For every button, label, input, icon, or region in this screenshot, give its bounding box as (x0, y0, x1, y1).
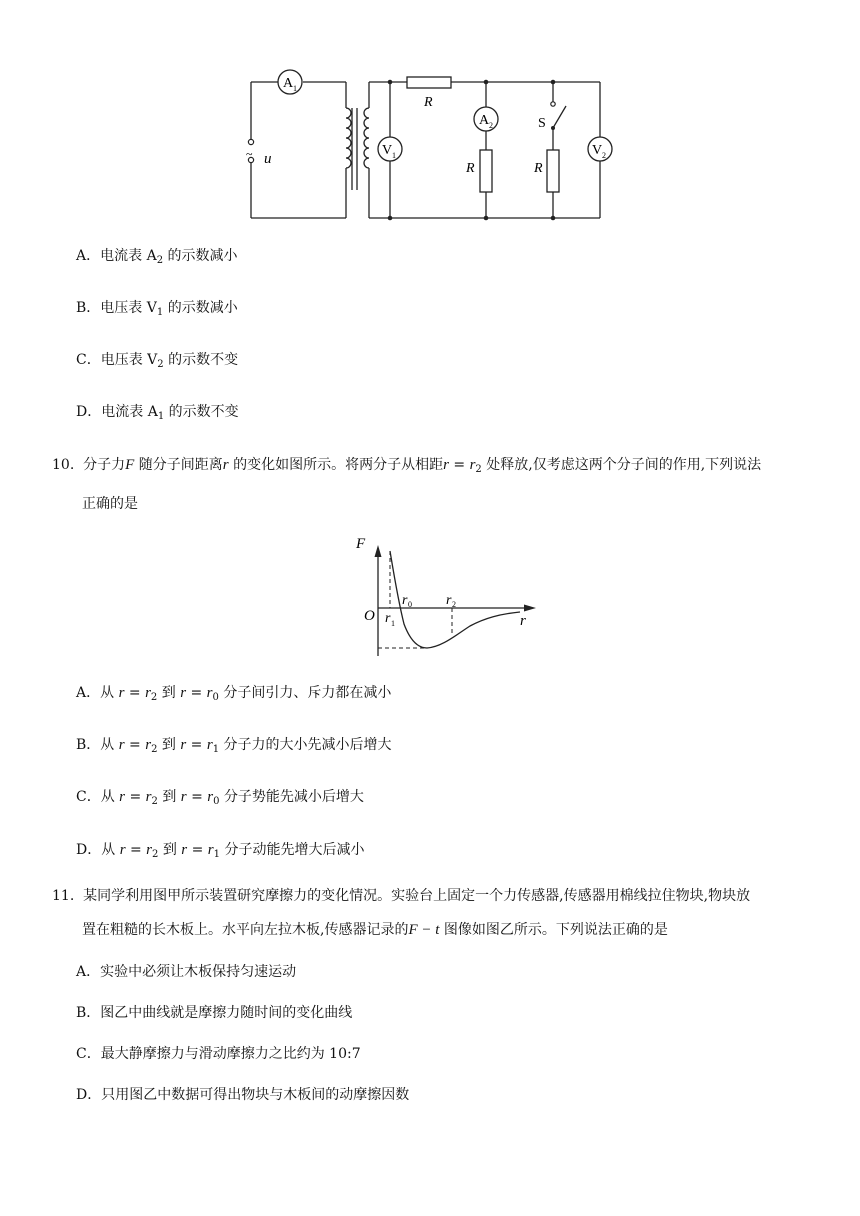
q10-option-b[interactable]: B．从 $r = r_2$ 到 $r = r_1$ 分子力的大小先减小后增大 (76, 737, 392, 755)
x-axis-label: r (520, 613, 526, 629)
q9-option-b[interactable]: B．电压表 $V_1$ 的示数减小 (76, 300, 238, 318)
a2-label: A (479, 113, 490, 128)
source-label: u (264, 151, 272, 167)
svg-text:1: 1 (392, 151, 396, 160)
q11-stem-line2: 置在粗糙的长木板上。水平向左拉木板,传感器记录的F − t 图像如图乙所示。下列说法正确的是 (82, 922, 668, 938)
r-top-label: R (424, 95, 433, 110)
svg-text:2: 2 (602, 151, 606, 160)
svg-text:1: 1 (391, 619, 395, 628)
q11-option-b[interactable]: B．图乙中曲线就是摩擦力随时间的变化曲线 (76, 1005, 353, 1021)
q9-option-a[interactable]: A．电流表 $A_2$ 的示数减小 (76, 248, 238, 266)
svg-text:2: 2 (489, 121, 493, 130)
q11-option-a[interactable]: A．实验中必须让木板保持匀速运动 (76, 964, 297, 980)
q10-stem-line1: 10. 分子力F 随分子间距离r 的变化如图所示。将两分子从相距$r = r_2$ 处释放,仅考虑这两个分子间的作用,下列说法 (52, 457, 762, 475)
r-middle-label: R (466, 161, 475, 176)
source-symbol: ~ (246, 147, 253, 161)
r2-label: r (446, 593, 452, 608)
q11-number: 11. (52, 888, 75, 904)
q10-stem-line2: 正确的是 (82, 496, 138, 512)
r1-label: r (385, 611, 391, 626)
switch-label: S (538, 116, 546, 131)
q9-option-d[interactable]: D．电流表 $A_1$ 的示数不变 (76, 404, 239, 422)
svg-text:2: 2 (452, 600, 456, 609)
v1-label: V (382, 143, 393, 158)
q10-option-a[interactable]: A．从 $r = r_2$ 到 $r = r_0$ 分子间引力、斥力都在减小 (76, 685, 392, 703)
origin-label: O (364, 608, 375, 624)
y-axis-label: F (356, 536, 366, 552)
q10-option-c[interactable]: C．从 $r = r_2$ 到 $r = r_0$ 分子势能先减小后增大 (76, 789, 364, 807)
svg-text:0: 0 (408, 600, 412, 609)
q10-option-d[interactable]: D．从 $r = r_2$ 到 $r = r_1$ 分子动能先增大后减小 (76, 842, 365, 860)
a1-label: A (283, 76, 294, 91)
svg-text:1: 1 (293, 84, 297, 93)
q10-number: 10. (52, 457, 75, 473)
r0-label: r (402, 593, 408, 608)
q11-stem-line1: 11. 某同学利用图甲所示装置研究摩擦力的变化情况。实验台上固定一个力传感器,传感器用棉线拉住物块,物块放 (52, 888, 751, 904)
v2-label: V (592, 143, 603, 158)
q9-option-c[interactable]: C．电压表 $V_2$ 的示数不变 (76, 352, 239, 370)
q11-option-c[interactable]: C．最大静摩擦力与滑动摩擦力之比约为 10:7 (76, 1046, 361, 1062)
r-right-label: R (534, 161, 543, 176)
q11-option-d[interactable]: D．只用图乙中数据可得出物块与木板间的动摩擦因数 (76, 1087, 410, 1103)
